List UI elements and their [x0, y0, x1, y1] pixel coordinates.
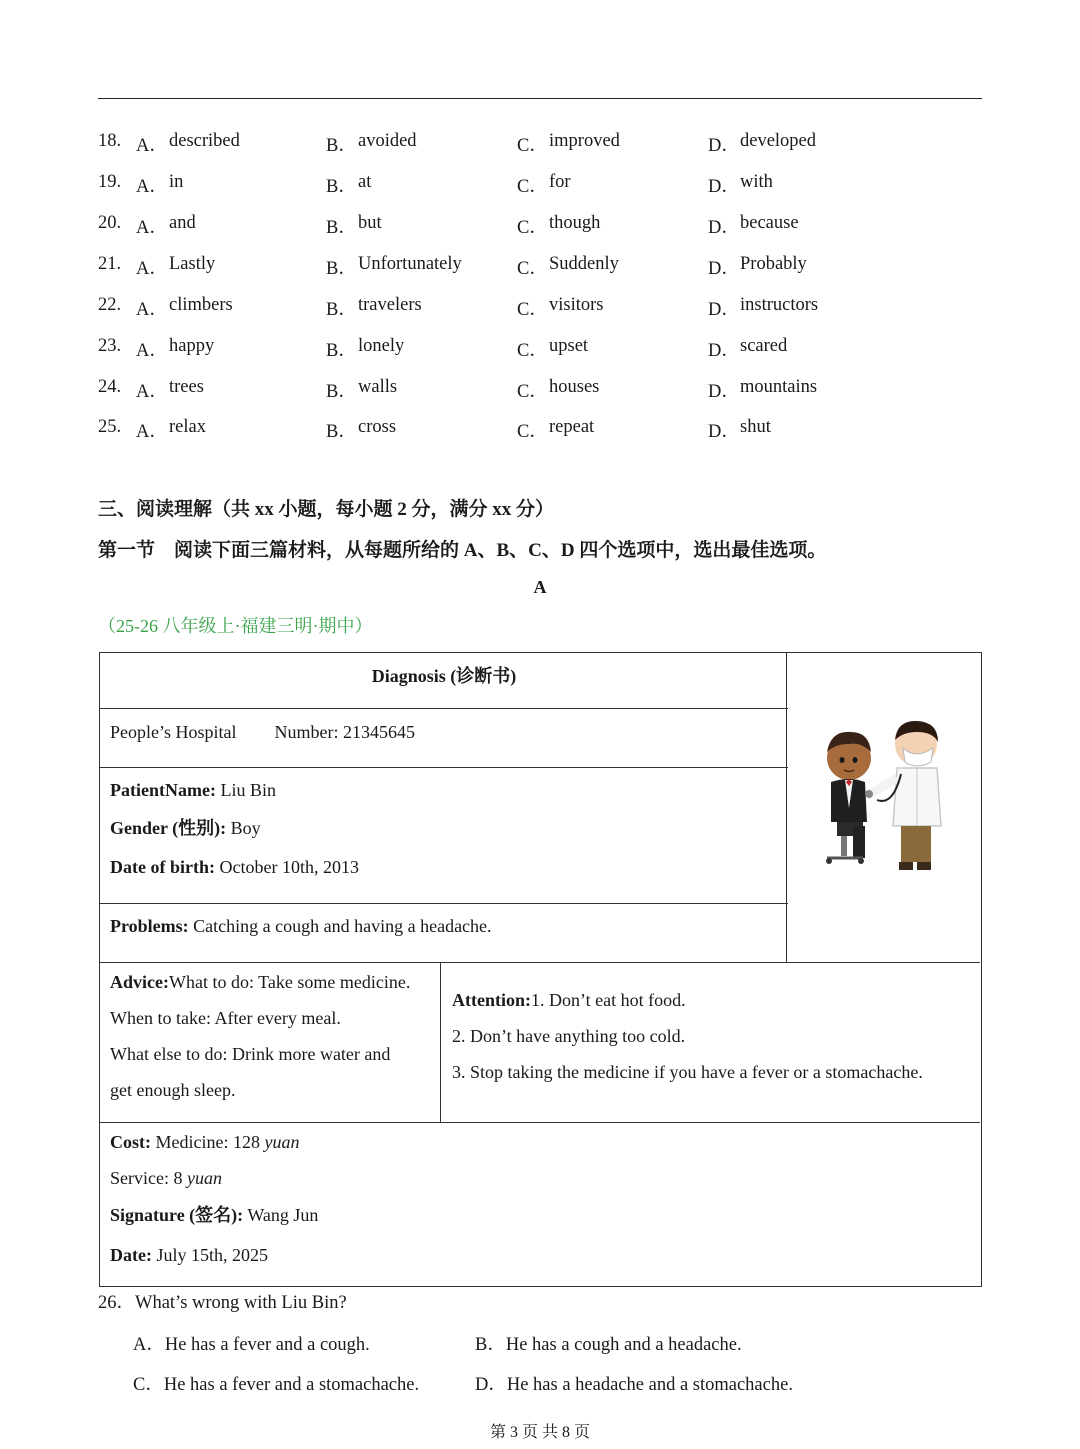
cost-medicine — [110, 1124, 299, 1160]
option-a: climbers — [169, 295, 233, 315]
doctor-patient-illustration — [817, 718, 949, 872]
attention-text: 1. Don’t eat hot food. — [531, 990, 686, 1010]
option-letter-a: A． — [136, 177, 168, 197]
dob-value: October 10th, 2013 — [219, 857, 359, 877]
option-letter-b: B． — [326, 422, 357, 442]
problems-label: Problems: — [110, 916, 189, 936]
option-letter-b: B． — [326, 300, 357, 320]
cost-label: Cost: — [110, 1132, 151, 1152]
question-number: 22. — [98, 295, 122, 315]
patient-name-value: Liu Bin — [220, 780, 276, 800]
question-number: 18. — [98, 131, 122, 151]
problems — [110, 908, 492, 944]
option-d: developed — [740, 131, 817, 151]
header-rule — [98, 98, 982, 99]
question-row-22 — [98, 295, 998, 321]
option-b: cross — [358, 417, 397, 437]
page-footer: 第 3 页 共 8 页 — [489, 1424, 590, 1441]
option-c: upset — [549, 336, 589, 356]
option-b: lonely — [358, 336, 405, 356]
option-letter-d: D． — [708, 382, 740, 402]
attention-line-2: 2. Don’t have anything too cold. — [452, 1026, 686, 1046]
option-letter-b: B． — [326, 259, 357, 279]
advice-line-4: get enough sleep. — [110, 1080, 236, 1100]
question-row-25 — [98, 417, 998, 443]
question-number: 24. — [98, 377, 122, 397]
option-letter-b: B． — [326, 218, 357, 238]
advice-text: What to do: Take some medicine. — [168, 972, 411, 992]
option-d: scared — [740, 336, 788, 356]
attention-label: Attention: — [452, 990, 531, 1010]
signature-label: Signature (签名): — [110, 1205, 244, 1225]
option-letter-c: C． — [517, 177, 548, 197]
currency: yuan — [186, 1168, 222, 1188]
diagnosis-title: Diagnosis (诊断书) — [371, 666, 517, 686]
option-letter-b: B． — [326, 136, 357, 156]
option-c: repeat — [549, 417, 595, 437]
attention-line-3: 3. Stop taking the medicine if you have a fever or a stomachache. — [452, 1062, 923, 1082]
option-letter-a: A． — [136, 382, 168, 402]
hospital-name: People’s Hospital — [110, 722, 237, 742]
signature-value: Wang Jun — [247, 1205, 319, 1225]
option-d: mountains — [740, 377, 818, 397]
option-letter-c: C． — [517, 218, 548, 238]
option-letter-c: C． — [517, 382, 548, 402]
question-number: 21. — [98, 254, 122, 274]
option-letter-d: D． — [708, 341, 740, 361]
option-a: Lastly — [169, 254, 216, 274]
question-row-24 — [98, 377, 998, 403]
option-a: described — [169, 131, 240, 151]
option-d: with — [740, 172, 773, 192]
option-c: Suddenly — [549, 254, 619, 274]
question-26-option-d: D．He has a headache and a stomachache. — [475, 1375, 793, 1395]
question-26-option-a: A．He has a fever and a cough. — [133, 1335, 370, 1355]
option-letter-b: B． — [326, 382, 357, 402]
option-letter-a: A． — [136, 259, 168, 279]
option-c: houses — [549, 377, 600, 397]
patient-name — [110, 772, 276, 808]
divider — [100, 903, 788, 904]
patient-name-label: PatientName: — [110, 780, 216, 800]
advice-line-1 — [110, 964, 410, 1000]
question-number: 25. — [98, 417, 122, 437]
option-d: because — [740, 213, 799, 233]
option-a: and — [169, 213, 196, 233]
question-26-option-c: C．He has a fever and a stomachache. — [133, 1375, 420, 1395]
option-letter-d: D． — [708, 259, 740, 279]
option-d: instructors — [740, 295, 819, 315]
option-letter-d: D． — [708, 422, 740, 442]
option-c: improved — [549, 131, 620, 151]
option-b: travelers — [358, 295, 422, 315]
gender-value: Boy — [230, 818, 261, 838]
option-letter-a: A． — [136, 218, 168, 238]
question-row-20 — [98, 213, 998, 239]
option-letter-c: C． — [517, 136, 548, 156]
patient-dob — [110, 849, 359, 885]
date-value: July 15th, 2025 — [156, 1245, 268, 1265]
option-letter-d: D． — [708, 177, 740, 197]
source-tag: （25-26 八年级上·福建三明·期中） — [98, 616, 373, 636]
option-c: though — [549, 213, 601, 233]
option-b: at — [358, 172, 372, 192]
option-d: Probably — [740, 254, 807, 274]
patient-gender — [110, 810, 261, 846]
option-letter-a: A． — [136, 300, 168, 320]
cost-service — [110, 1160, 222, 1196]
option-letter-a: A． — [136, 136, 168, 156]
divider — [440, 962, 441, 1122]
passage-label: A — [533, 577, 547, 597]
question-number: 23. — [98, 336, 122, 356]
option-b: Unfortunately — [358, 254, 462, 274]
signature — [110, 1197, 318, 1233]
section-instructions: 第一节 阅读下面三篇材料，从每题所给的 A、B、C、D 四个选项中，选出最佳选项。 — [98, 540, 827, 561]
option-letter-b: B． — [326, 341, 357, 361]
option-letter-d: D． — [708, 218, 740, 238]
question-row-18 — [98, 131, 998, 157]
question-number: 19. — [98, 172, 122, 192]
option-d: shut — [740, 417, 771, 437]
option-a: happy — [169, 336, 215, 356]
question-26-option-b: B．He has a cough and a headache. — [475, 1335, 742, 1355]
option-letter-a: A． — [136, 422, 168, 442]
question-26-stem: 26．What’s wrong with Liu Bin? — [98, 1293, 347, 1313]
option-b: walls — [358, 377, 398, 397]
divider — [786, 653, 787, 963]
option-letter-c: C． — [517, 422, 548, 442]
question-number: 20. — [98, 213, 122, 233]
option-b: but — [358, 213, 382, 233]
problems-value: Catching a cough and having a headache. — [193, 916, 492, 936]
date-label: Date: — [110, 1245, 152, 1265]
option-a: trees — [169, 377, 204, 397]
divider — [100, 1122, 980, 1123]
option-c: visitors — [549, 295, 604, 315]
option-letter-b: B． — [326, 177, 357, 197]
option-letter-d: D． — [708, 136, 740, 156]
option-a: relax — [169, 417, 206, 437]
service-cost: Service: 8 — [110, 1168, 183, 1188]
option-letter-c: C． — [517, 300, 548, 320]
option-b: avoided — [358, 131, 417, 151]
option-a: in — [169, 172, 184, 192]
divider — [100, 708, 788, 709]
option-letter-c: C． — [517, 259, 548, 279]
question-row-21 — [98, 254, 998, 280]
currency: yuan — [264, 1132, 300, 1152]
form-date — [110, 1237, 268, 1273]
option-letter-a: A． — [136, 341, 168, 361]
medicine-cost: Medicine: 128 — [155, 1132, 260, 1152]
option-letter-c: C． — [517, 341, 548, 361]
advice-line-2: When to take: After every meal. — [110, 1008, 341, 1028]
section-title: 三、阅读理解（共 xx 小题，每小题 2 分，满分 xx 分） — [98, 499, 555, 520]
gender-label: Gender (性别): — [110, 818, 227, 838]
dob-label: Date of birth: — [110, 857, 215, 877]
divider — [100, 767, 788, 768]
advice-line-3: What else to do: Drink more water and — [110, 1044, 391, 1064]
question-row-23 — [98, 336, 998, 362]
option-c: for — [549, 172, 571, 192]
attention-line-1 — [452, 982, 686, 1018]
option-letter-d: D． — [708, 300, 740, 320]
advice-label: Advice: — [110, 972, 169, 992]
record-number: Number: 21345645 — [274, 722, 415, 742]
divider — [100, 962, 980, 963]
question-row-19 — [98, 172, 998, 198]
hospital-row — [110, 714, 415, 750]
